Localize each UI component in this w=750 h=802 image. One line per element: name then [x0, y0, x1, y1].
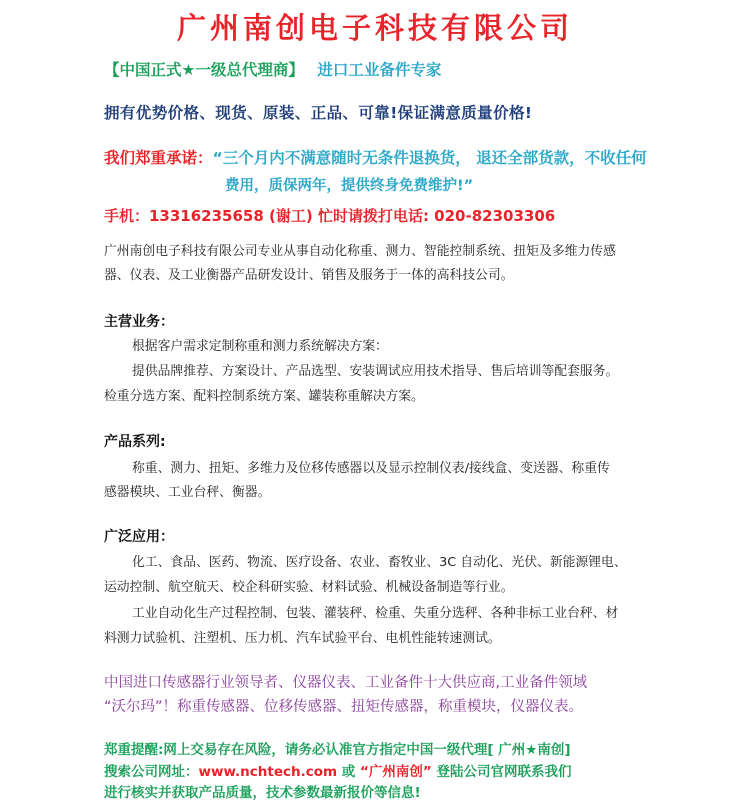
applications-line-3: 工业自动化生产过程控制、包装、灌装秤、检重、失重分选秤、各种非标工业台秤、材	[132, 606, 619, 621]
agent-badge: 【中国正式★一级总代理商】	[104, 61, 304, 79]
leader-line-2: “沃尔玛”！称重传感器、位移传感器、扭矩传感器，称重模块，仪器仪表。	[104, 699, 584, 715]
promise-quote-2: 费用，质保两年，提供终身免费维护!”	[225, 178, 474, 194]
products-line-1: 称重、测力、扭矩、多维力及位移传感器以及显示控制仪表/接线盒、变送器、称重传	[132, 461, 610, 476]
slogan: 拥有优势价格、现货、原装、正品、可靠!保证满意质量价格!	[104, 104, 533, 122]
promise-quote-1: “三个月内不满意随时无条件退换货， 退还全部货款，不收任何	[212, 149, 647, 167]
notice-login: 登陆公司官网联系我们	[431, 764, 572, 780]
main-business-line-2: 提供品牌推荐、方案设计、产品选型、安装调试应用技术指导、售后培训等配套服务。	[132, 364, 619, 379]
applications-heading: 广泛应用：	[104, 529, 174, 545]
main-business-line-1: 根据客户需求定制称重和测力系统解决方案：	[132, 339, 388, 354]
applications-line-4: 料测力试验机、注塑机、压力机、汽车试验平台、电机性能转速测试。	[104, 631, 501, 646]
notice-line-1: 郑重提醒:网上交易存在风险，请务必认准官方指定中国一级代理[ 广州★南创]	[104, 742, 571, 758]
products-heading: 产品系列:	[104, 434, 166, 450]
leader-line-1: 中国进口传感器行业领导者、仪器仪表、工业备件十大供应商,工业备件领域	[104, 675, 588, 691]
parts-expert: 进口工业备件专家	[317, 61, 442, 79]
website-link[interactable]: www.nchtech.com	[198, 764, 338, 780]
notice-search-prefix: 搜索公司网址：	[104, 764, 199, 780]
notice-line-2	[104, 760, 571, 780]
brand-name: “广州南创”	[360, 764, 432, 780]
products-line-2: 感器模块、工业台秤、衡器。	[104, 485, 271, 500]
applications-line-1: 化工、食品、医药、物流、医疗设备、农业、畜牧业、3C 自动化、光伏、新能源锂电、	[132, 555, 627, 570]
agent-line	[104, 58, 441, 80]
applications-line-2: 运动控制、航空航天、校企科研实验、材料试验、机械设备制造等行业。	[104, 580, 514, 595]
company-title: 广州南创电子科技有限公司	[176, 11, 573, 45]
promise-line-1	[104, 146, 647, 168]
intro-line-2: 器、仪表、及工业衡器产品研发设计、销售及服务于一体的高科技公司。	[104, 268, 514, 283]
notice-or: 或	[337, 764, 361, 780]
phone-line: 手机：13316235658 (谢工) 忙时请拨打电话: 020-82303306	[104, 207, 556, 225]
promise-lead: 我们郑重承诺：	[104, 149, 213, 167]
intro-line-1: 广州南创电子科技有限公司专业从事自动化称重、测力、智能控制系统、扭矩及多维力传感	[104, 244, 616, 259]
notice-line-3: 进行核实并获取产品质量，技术参数最新报价等信息!	[104, 785, 421, 801]
main-business-line-3: 检重分选方案、配料控制系统方案、罐装称重解决方案。	[104, 389, 424, 404]
main-business-heading: 主营业务：	[104, 314, 174, 330]
